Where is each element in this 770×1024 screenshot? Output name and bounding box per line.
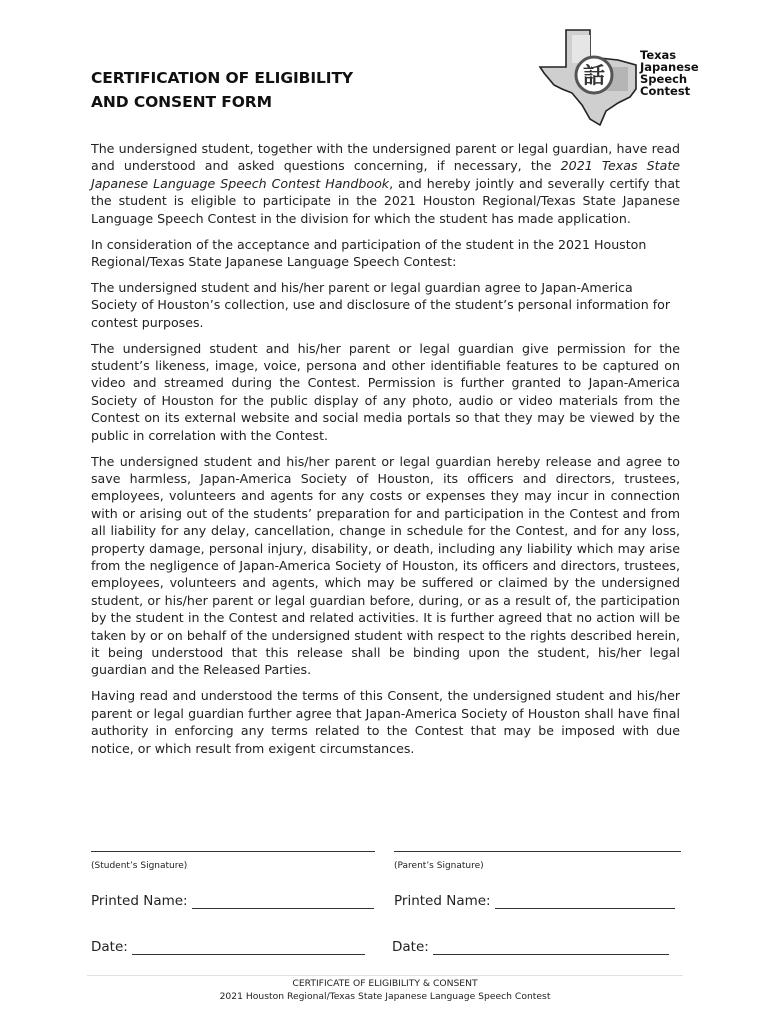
logo-text [640,49,699,97]
paragraph-certification-text-a: The undersigned student, together with the undersigned parent or legal guardian, have read and understood and asked questions concerning, if necessary, the [91,141,680,174]
parent-printed-name-label: Printed Name: [394,893,491,909]
student-signature-line[interactable] [91,851,375,852]
parent-signature-line[interactable] [394,851,681,852]
footer-line-2: 2021 Houston Regional/Texas State Japanese Language Speech Contest [219,991,551,1002]
logo-text-line-4: Contest [640,84,691,98]
paragraph-final-authority: Having read and understood the terms of this Consent, the undersigned student and his/her parent or legal guardian further agree that Japan-America Society of Houston shall have final authority in enforcing any terms related to the Contest that may be imposed with due notice, or which result from exigent circumstances. [91,688,680,756]
paragraph-privacy: The undersigned student and his/her parent or legal guardian agree to Japan-America Society of Houston’s collection, use and disclosure of the student’s personal information for contest purposes. [91,279,671,330]
paragraph-consideration: In consideration of the acceptance and participation of the student in the 2021 Houston Regional/Texas State Japanese Language Speech Contest: [91,236,647,269]
footer-divider [87,975,683,976]
paragraph-release: The undersigned student and his/her parent or legal guardian hereby release and agree to save harmless, Japan-America Society of Houston, its officers and directors, trustees, employees, volunteers and agents for any costs or expenses they may incur in connection with or arising out of the students’ preparation for and participation in the Contest and from all liability for any delay, cancellation, change in schedule for the Contest, and for any loss, property damage, personal injury, disability, or death, including any liability which may arise from the negligence of Japan-America Society of Houston, its officers and directors, trustees, employees, volunteers and agents, which may be suffered or claimed by the undersigned student, or his/her parent or legal guardian before, during, or as a result of, the participation by the student in the Contest and related activities. It is further agreed that no action will be taken by or on behalf of the undersigned student with respect to the rights described herein, it being understood that this release shall be binding upon the student, his/her legal guardian and the Released Parties. [91,453,680,678]
student-printed-name-field [91,893,374,909]
paragraph-certification-text-b: , and hereby jointly and severally certify that the student is eligible to participate in the 2021 Houston Regional/Texas State Japanese Language Speech Contest in the division for which the student has made application. [91,175,680,226]
parent-printed-name-input[interactable] [495,896,675,909]
logo-text-line-1: Texas [640,48,677,62]
student-date-label: Date: [91,939,128,955]
logo-glyph: 話 [582,64,606,89]
student-signature-caption: (Student’s Signature) [91,861,188,871]
contest-logo [538,27,708,127]
student-date-input[interactable] [132,942,365,955]
logo-text-line-3: Speech [640,72,688,86]
paragraph-certification [91,140,680,227]
form-title-line-2: AND CONSENT FORM [91,93,272,111]
parent-signature-caption: (Parent’s Signature) [394,861,484,871]
student-date-field [91,939,365,955]
handbook-title: 2021 Texas State Japanese Language Speech Contest Handbook [91,158,681,191]
student-printed-name-input[interactable] [192,896,374,909]
footer-line-1: CERTIFICATE OF ELIGIBILITY & CONSENT [292,978,478,989]
form-title-line-1: CERTIFICATION OF ELIGIBILITY [91,69,354,87]
parent-date-label: Date: [392,939,429,955]
student-printed-name-label: Printed Name: [91,893,188,909]
parent-date-input[interactable] [433,942,669,955]
paragraph-media-permission: The undersigned student and his/her parent or legal guardian give permission for the student’s likeness, image, voice, persona and other identifiable features to be captured on video and streamed during the Contest. Permission is further granted to Japan-America Society of Houston for the public display of any photo, audio or video materials from the Contest on its external website and social media portals so that they may be viewed by the public in correlation with the Contest. [91,340,680,443]
consent-body [91,140,680,765]
form-title [91,66,353,114]
parent-date-field [392,939,669,955]
parent-printed-name-field [394,893,675,909]
logo-text-line-2: Japanese [640,60,699,74]
